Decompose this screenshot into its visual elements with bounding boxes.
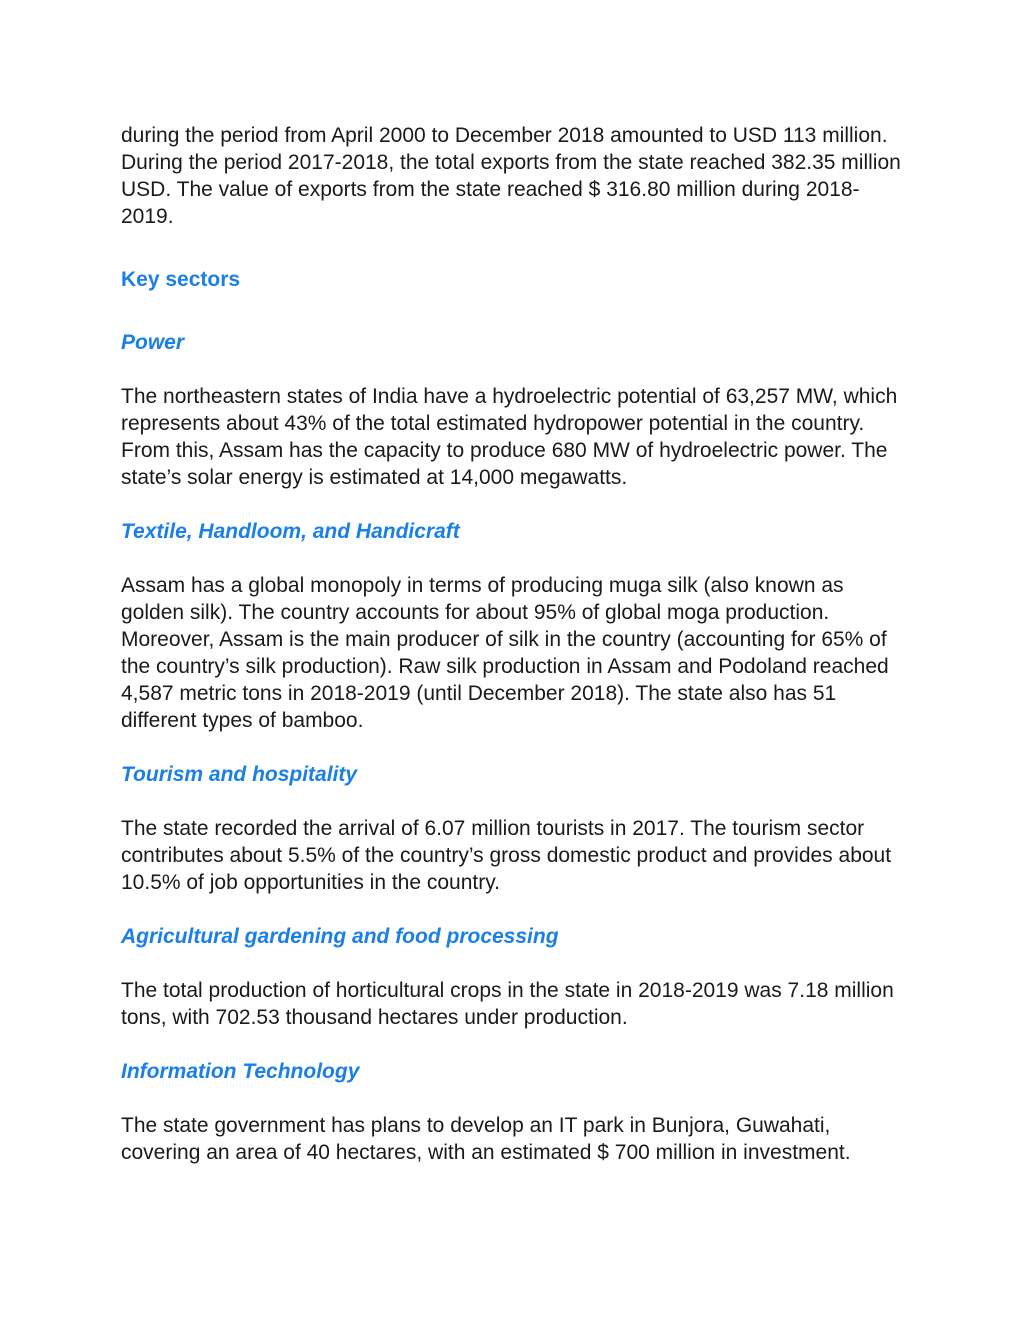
spacer	[121, 734, 911, 761]
spacer	[121, 491, 911, 518]
intro-paragraph: during the period from April 2000 to December 2018 amounted to USD 113 million. During the period 2017-2018, the total exports from the state reached 382.35 million USD. The value of exports from the state reached $ 316.80 million during 2018-2019.	[121, 124, 901, 228]
section-body-power: The northeastern states of India have a hydroelectric potential of 63,257 MW, which represents about 43% of the total estimated hydropower potential in the country. From this, Assam has the capacity to produce 680 MW of hydroelectric power. The state’s solar energy is estimated at 14,000 megawatts.	[121, 385, 898, 489]
spacer	[121, 293, 911, 329]
spacer	[121, 788, 911, 815]
key-sectors-heading: Key sectors	[121, 268, 241, 291]
spacer	[121, 896, 911, 923]
spacer	[121, 230, 911, 266]
spacer	[121, 545, 911, 572]
section-body-agriculture: The total production of horticultural crops in the state in 2018-2019 was 7.18 million tons, with 702.53 thousand hectares under production.	[121, 979, 894, 1029]
spacer	[121, 950, 911, 977]
section-heading-power: Power	[121, 331, 185, 354]
section-body-it: The state government has plans to develop an IT park in Bunjora, Guwahati, covering an area of 40 hectares, with an estimated $ 700 million in investment.	[121, 1114, 851, 1164]
section-heading-agriculture: Agricultural gardening and food processing	[121, 925, 559, 948]
spacer	[121, 1031, 911, 1058]
section-heading-it: Information Technology	[121, 1060, 360, 1083]
spacer	[121, 1085, 911, 1112]
document-page	[121, 122, 911, 1166]
section-heading-textile: Textile, Handloom, and Handicraft	[121, 520, 460, 543]
spacer	[121, 356, 911, 383]
section-body-textile: Assam has a global monopoly in terms of producing muga silk (also known as golden silk). The country accounts for about 95% of global moga production. Moreover, Assam is the main producer of silk in the country (accounting for 65% of the country’s silk production). Raw silk production in Assam and Podoland reached 4,587 metric tons in 2018-2019 (until December 2018). The state also has 51 different types of bamboo.	[121, 574, 889, 732]
section-heading-tourism: Tourism and hospitality	[121, 763, 358, 786]
section-body-tourism: The state recorded the arrival of 6.07 million tourists in 2017. The tourism sector contributes about 5.5% of the country’s gross domestic product and provides about 10.5% of job opportunities in the country.	[121, 817, 892, 894]
